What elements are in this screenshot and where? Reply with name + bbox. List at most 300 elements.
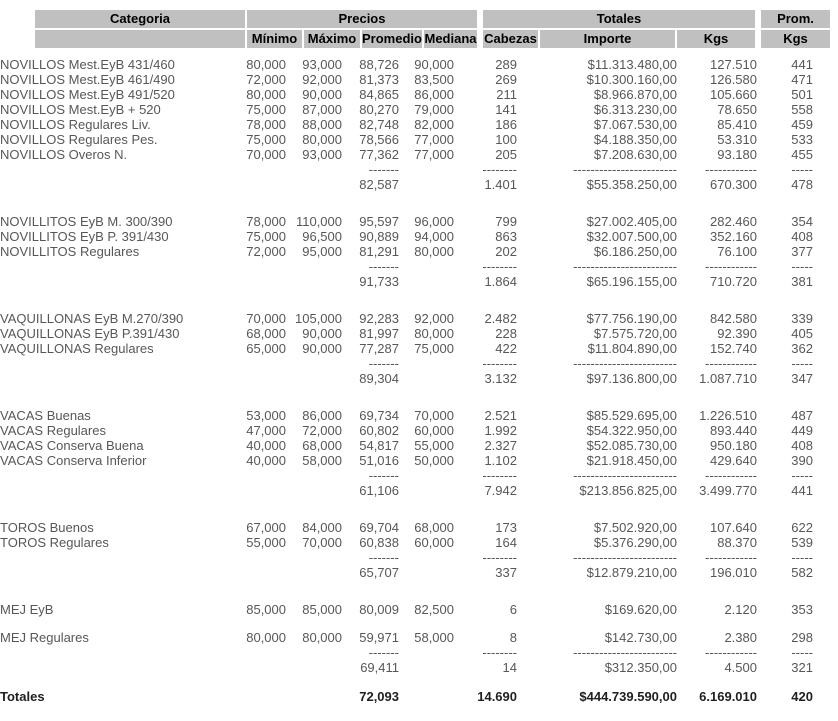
minimo-cell: 78,000 — [246, 117, 286, 132]
cabezas-cell: 1.102 — [484, 453, 517, 468]
subtotal-row — [0, 371, 838, 386]
cabezas-dashes: -------- — [482, 468, 517, 483]
maximo-cell: 68,000 — [302, 438, 342, 453]
mediana-cell: 92,000 — [414, 311, 454, 326]
mediana-cell: 82,000 — [414, 117, 454, 132]
header-mediana: Mediana — [424, 31, 477, 46]
separator-row — [0, 356, 838, 371]
kgs-cell: 76.100 — [717, 244, 757, 259]
table-row — [0, 87, 838, 102]
mediana-cell: 90,000 — [414, 57, 454, 72]
prom-kgs-cell: 362 — [791, 341, 813, 356]
importe-dashes: ------------------------ — [573, 645, 677, 660]
table-row — [0, 132, 838, 147]
mediana-cell: 86,000 — [414, 87, 454, 102]
mediana-cell: 77,000 — [414, 147, 454, 162]
kgs-cell: 352.160 — [710, 229, 757, 244]
prom-kgs-cell: 298 — [791, 630, 813, 645]
importe-cell: $32.007.500,00 — [586, 229, 677, 244]
mediana-cell: 70,000 — [414, 408, 454, 423]
group-spacer — [0, 289, 838, 311]
kgs-cell: 1.226.510 — [699, 408, 757, 423]
promedio-cell: 69,734 — [359, 408, 399, 423]
prom-kgs-subtotal: 441 — [791, 483, 813, 498]
prom-kgs-total: 420 — [791, 689, 813, 704]
importe-cell: $169.620,00 — [604, 602, 677, 617]
prom-kgs-dashes: ----- — [791, 645, 813, 660]
header-prom-kgs: Kgs — [761, 30, 830, 48]
prom-kgs-cell: 408 — [791, 229, 813, 244]
cabezas-cell: 186 — [495, 117, 517, 132]
promedio-cell: 77,362 — [359, 147, 399, 162]
table-row — [0, 602, 838, 617]
kgs-cell: 88.370 — [717, 535, 757, 550]
prom-kgs-cell: 455 — [791, 147, 813, 162]
promedio-cell: 92,283 — [359, 311, 399, 326]
importe-cell: $11.804.890,00 — [587, 341, 677, 356]
cabezas-subtotal: 1.401 — [484, 177, 517, 192]
group-spacer — [0, 498, 838, 520]
kgs-cell: 92.390 — [717, 326, 757, 341]
table-row — [0, 244, 838, 259]
prom-kgs-cell: 471 — [791, 72, 813, 87]
prom-kgs-dashes: ----- — [791, 550, 813, 565]
prom-kgs-cell: 533 — [791, 132, 813, 147]
minimo-cell: 75,000 — [246, 229, 286, 244]
importe-cell: $142.730,00 — [604, 630, 677, 645]
maximo-cell: 90,000 — [302, 326, 342, 341]
kgs-dashes: ------------ — [705, 468, 757, 483]
kgs-subtotal: 3.499.770 — [699, 483, 757, 498]
cabezas-cell: 205 — [495, 147, 517, 162]
header-prom: Prom. — [761, 10, 830, 28]
minimo-cell: 75,000 — [246, 132, 286, 147]
promedio-cell: 80,009 — [359, 602, 399, 617]
cabezas-cell: 289 — [495, 57, 517, 72]
importe-cell: $6.313.230,00 — [593, 102, 677, 117]
importe-cell: $11.313.480,00 — [587, 57, 677, 72]
maximo-cell: 93,000 — [302, 147, 342, 162]
minimo-cell: 80,000 — [246, 57, 286, 72]
importe-cell: $7.067.530,00 — [593, 117, 677, 132]
importe-cell: $21.918.450,00 — [586, 453, 677, 468]
maximo-cell: 86,000 — [302, 408, 342, 423]
minimo-cell: 70,000 — [246, 311, 286, 326]
header-maximo: Máximo — [304, 30, 360, 48]
cabezas-cell: 211 — [496, 87, 517, 102]
minimo-cell: 40,000 — [246, 453, 286, 468]
kgs-subtotal: 4.500 — [724, 660, 757, 675]
cabezas-cell: 228 — [495, 326, 517, 341]
promedio-cell: 60,838 — [359, 535, 399, 550]
separator-row — [0, 645, 838, 660]
prom-kgs-cell: 539 — [791, 535, 813, 550]
maximo-cell: 72,000 — [302, 423, 342, 438]
maximo-cell: 84,000 — [302, 520, 342, 535]
cabezas-cell: 799 — [495, 214, 517, 229]
prom-kgs-cell: 449 — [791, 423, 813, 438]
minimo-cell: 40,000 — [246, 438, 286, 453]
kgs-cell: 152.740 — [710, 341, 757, 356]
categoria-cell: VACAS Regulares — [0, 423, 106, 438]
prom-kgs-cell: 622 — [791, 520, 813, 535]
importe-cell: $6.186.250,00 — [593, 244, 677, 259]
table-row — [0, 229, 838, 244]
table-row — [0, 453, 838, 468]
subtotal-row — [0, 565, 838, 580]
kgs-cell: 842.580 — [710, 311, 757, 326]
maximo-cell: 96,500 — [302, 229, 342, 244]
maximo-cell: 80,000 — [302, 630, 342, 645]
subtotal-row — [0, 177, 838, 192]
maximo-cell: 70,000 — [302, 535, 342, 550]
table-row — [0, 438, 838, 453]
kgs-cell: 126.580 — [710, 72, 757, 87]
promedio-subtotal: 65,707 — [359, 565, 399, 580]
table-row — [0, 535, 838, 550]
categoria-cell: TOROS Buenos — [0, 520, 94, 535]
price-table — [0, 57, 838, 704]
maximo-cell: 95,000 — [302, 244, 342, 259]
maximo-cell: 93,000 — [302, 57, 342, 72]
cabezas-cell: 202 — [495, 244, 517, 259]
cabezas-cell: 2.327 — [484, 438, 517, 453]
cabezas-cell: 173 — [495, 520, 517, 535]
importe-cell: $77.756.190,00 — [586, 311, 677, 326]
prom-kgs-subtotal: 347 — [791, 371, 813, 386]
promedio-cell: 54,817 — [359, 438, 399, 453]
header-categoria: Categoria — [35, 10, 245, 28]
importe-subtotal: $65.196.155,00 — [586, 274, 677, 289]
categoria-cell: VACAS Conserva Inferior — [0, 453, 147, 468]
prom-kgs-cell: 390 — [791, 453, 813, 468]
importe-dashes: ------------------------ — [573, 550, 677, 565]
minimo-cell: 72,000 — [246, 244, 286, 259]
minimo-cell: 72,000 — [246, 72, 286, 87]
prom-kgs-cell: 501 — [791, 87, 813, 102]
categoria-cell: VAQUILLONAS Regulares — [0, 341, 154, 356]
group-spacer — [0, 386, 838, 408]
categoria-cell: NOVILLOS Mest.EyB + 520 — [0, 102, 161, 117]
importe-dashes: ------------------------ — [573, 162, 677, 177]
table-row — [0, 147, 838, 162]
row-spacer — [0, 617, 838, 630]
kgs-subtotal: 1.087.710 — [699, 371, 757, 386]
minimo-cell: 47,000 — [246, 423, 286, 438]
promedio-subtotal: 89,304 — [359, 371, 399, 386]
importe-cell: $27.002.405,00 — [586, 214, 677, 229]
table-row — [0, 408, 838, 423]
promedio-subtotal: 61,106 — [359, 483, 399, 498]
cabezas-cell: 2.521 — [484, 408, 517, 423]
promedio-cell: 84,865 — [359, 87, 399, 102]
promedio-cell: 81,291 — [359, 244, 399, 259]
maximo-cell: 85,000 — [302, 602, 342, 617]
subtotal-row — [0, 483, 838, 498]
maximo-cell: 88,000 — [302, 117, 342, 132]
cabezas-cell: 141 — [495, 102, 517, 117]
cabezas-cell: 422 — [495, 341, 517, 356]
table-row — [0, 341, 838, 356]
promedio-cell: 60,802 — [359, 423, 399, 438]
categoria-cell: NOVILLOS Overos N. — [0, 147, 128, 162]
categoria-cell: NOVILLOS Mest.EyB 491/520 — [0, 87, 175, 102]
cabezas-dashes: -------- — [482, 645, 517, 660]
promedio-cell: 78,566 — [359, 132, 399, 147]
maximo-cell: 90,000 — [302, 87, 342, 102]
table-row — [0, 117, 838, 132]
kgs-subtotal: 710.720 — [710, 274, 757, 289]
importe-cell: $85.529.695,00 — [586, 408, 677, 423]
promedio-cell: 80,270 — [359, 102, 399, 117]
categoria-cell: TOROS Regulares — [0, 535, 109, 550]
importe-cell: $4.188.350,00 — [593, 132, 677, 147]
minimo-cell: 78,000 — [246, 214, 286, 229]
importe-subtotal: $12.879.210,00 — [586, 565, 677, 580]
kgs-cell: 85.410 — [717, 117, 757, 132]
importe-cell: $54.322.950,00 — [586, 423, 677, 438]
prom-kgs-cell: 459 — [791, 117, 813, 132]
minimo-cell: 68,000 — [246, 326, 286, 341]
maximo-cell: 58,000 — [302, 453, 342, 468]
prom-kgs-dashes: ----- — [791, 162, 813, 177]
mediana-cell: 80,000 — [414, 244, 454, 259]
categoria-cell: NOVILLOS Mest.EyB 461/490 — [0, 72, 175, 87]
prom-kgs-cell: 558 — [791, 102, 813, 117]
kgs-cell: 2.380 — [724, 630, 757, 645]
promedio-dashes: ------- — [368, 259, 399, 274]
prom-kgs-cell: 354 — [791, 214, 813, 229]
separator-row — [0, 468, 838, 483]
mediana-cell: 50,000 — [414, 453, 454, 468]
header-minimo: Mínimo — [247, 30, 302, 48]
prom-kgs-cell: 408 — [791, 438, 813, 453]
kgs-cell: 429.640 — [710, 453, 757, 468]
cabezas-subtotal: 14 — [502, 660, 517, 675]
minimo-cell: 53,000 — [246, 408, 286, 423]
cabezas-cell: 164 — [495, 535, 517, 550]
importe-cell: $52.085.730,00 — [586, 438, 677, 453]
header-totales: Totales — [483, 10, 755, 28]
promedio-cell: 95,597 — [359, 214, 399, 229]
kgs-cell: 53.310 — [717, 132, 757, 147]
importe-subtotal: $97.136.800,00 — [586, 371, 677, 386]
header-cabezas: Cabezas — [484, 31, 537, 46]
importe-cell: $10.300.160,00 — [586, 72, 677, 87]
importe-cell: $8.966.870,00 — [593, 87, 677, 102]
kgs-dashes: ------------ — [705, 162, 757, 177]
header-precios: Precios — [247, 10, 477, 28]
importe-cell: $7.575.720,00 — [593, 326, 677, 341]
cabezas-dashes: -------- — [482, 550, 517, 565]
table-row — [0, 72, 838, 87]
pre-totals-spacer — [0, 675, 838, 689]
mediana-cell: 79,000 — [414, 102, 454, 117]
mediana-cell: 77,000 — [414, 132, 454, 147]
separator-row — [0, 162, 838, 177]
kgs-cell: 93.180 — [717, 147, 757, 162]
categoria-cell: MEJ EyB — [0, 602, 54, 617]
promedio-cell: 81,997 — [359, 326, 399, 341]
promedio-dashes: ------- — [368, 550, 399, 565]
promedio-cell: 88,726 — [359, 57, 399, 72]
group-spacer — [0, 192, 838, 214]
minimo-cell: 85,000 — [246, 602, 286, 617]
table-row — [0, 311, 838, 326]
mediana-cell: 83,500 — [414, 72, 454, 87]
cabezas-cell: 863 — [495, 229, 517, 244]
prom-kgs-dashes: ----- — [791, 356, 813, 371]
categoria-cell: VAQUILLONAS EyB P.391/430 — [0, 326, 180, 341]
maximo-cell: 110,000 — [295, 214, 342, 229]
promedio-cell: 51,016 — [359, 453, 399, 468]
importe-cell: $7.208.630,00 — [593, 147, 677, 162]
prom-kgs-cell: 353 — [791, 602, 813, 617]
promedio-cell: 59,971 — [359, 630, 399, 645]
cabezas-subtotal: 3.132 — [484, 371, 517, 386]
group-spacer — [0, 580, 838, 602]
minimo-cell: 55,000 — [246, 535, 286, 550]
kgs-cell: 282.460 — [710, 214, 757, 229]
mediana-cell: 75,000 — [414, 341, 454, 356]
minimo-cell: 70,000 — [246, 147, 286, 162]
prom-kgs-subtotal: 582 — [791, 565, 813, 580]
promedio-total: 72,093 — [359, 689, 399, 704]
cabezas-subtotal: 7.942 — [484, 483, 517, 498]
cabezas-dashes: -------- — [482, 356, 517, 371]
kgs-cell: 950.180 — [710, 438, 757, 453]
minimo-cell: 67,000 — [246, 520, 286, 535]
subtotal-row — [0, 660, 838, 675]
kgs-cell: 105.660 — [710, 87, 757, 102]
promedio-dashes: ------- — [368, 162, 399, 177]
promedio-cell: 77,287 — [359, 341, 399, 356]
importe-dashes: ------------------------ — [573, 356, 677, 371]
cabezas-subtotal: 1.864 — [484, 274, 517, 289]
prom-kgs-dashes: ----- — [791, 468, 813, 483]
mediana-cell: 68,000 — [414, 520, 454, 535]
cabezas-cell: 6 — [509, 602, 517, 617]
cabezas-dashes: -------- — [482, 259, 517, 274]
importe-subtotal: $312.350,00 — [604, 660, 677, 675]
promedio-subtotal: 91,733 — [359, 274, 399, 289]
separator-row — [0, 259, 838, 274]
cabezas-cell: 8 — [509, 630, 517, 645]
mediana-cell: 60,000 — [414, 423, 454, 438]
importe-dashes: ------------------------ — [573, 468, 677, 483]
promedio-dashes: ------- — [368, 645, 399, 660]
maximo-cell: 105,000 — [295, 311, 342, 326]
prom-kgs-cell: 405 — [791, 326, 813, 341]
cabezas-cell: 2.482 — [484, 311, 517, 326]
categoria-cell: VACAS Conserva Buena — [0, 438, 144, 453]
prom-kgs-subtotal: 321 — [791, 660, 813, 675]
table-row — [0, 520, 838, 535]
mediana-cell: 60,000 — [414, 535, 454, 550]
cabezas-subtotal: 337 — [495, 565, 517, 580]
mediana-cell: 82,500 — [414, 602, 454, 617]
totals-label: Totales — [0, 689, 45, 704]
table-row — [0, 326, 838, 341]
prom-kgs-cell: 339 — [791, 311, 813, 326]
totals-row — [0, 689, 838, 704]
table-row — [0, 214, 838, 229]
kgs-cell: 893.440 — [710, 423, 757, 438]
prom-kgs-cell: 377 — [791, 244, 813, 259]
minimo-cell: 75,000 — [246, 102, 286, 117]
table-row — [0, 423, 838, 438]
kgs-cell: 127.510 — [710, 57, 757, 72]
prom-kgs-dashes: ----- — [791, 259, 813, 274]
categoria-cell: NOVILLITOS Regulares — [0, 244, 140, 259]
prom-kgs-cell: 441 — [791, 57, 813, 72]
categoria-cell: NOVILLOS Regulares Pes. — [0, 132, 158, 147]
promedio-subtotal: 69,411 — [360, 660, 399, 675]
cabezas-cell: 100 — [495, 132, 517, 147]
kgs-dashes: ------------ — [705, 550, 757, 565]
importe-cell: $7.502.920,00 — [593, 520, 677, 535]
promedio-cell: 82,748 — [359, 117, 399, 132]
cabezas-cell: 269 — [495, 72, 517, 87]
categoria-cell: MEJ Regulares — [0, 630, 89, 645]
importe-dashes: ------------------------ — [573, 259, 677, 274]
importe-cell: $5.376.290,00 — [593, 535, 677, 550]
kgs-subtotal: 670.300 — [710, 177, 757, 192]
mediana-cell: 96,000 — [414, 214, 454, 229]
categoria-cell: NOVILLOS Mest.EyB 431/460 — [0, 57, 175, 72]
cabezas-cell: 1.992 — [484, 423, 517, 438]
categoria-cell: NOVILLITOS EyB P. 391/430 — [0, 229, 169, 244]
kgs-cell: 78.650 — [717, 102, 757, 117]
kgs-total: 6.169.010 — [699, 689, 757, 704]
kgs-cell: 2.120 — [724, 602, 757, 617]
importe-subtotal: $213.856.825,00 — [579, 483, 677, 498]
maximo-cell: 90,000 — [302, 341, 342, 356]
kgs-cell: 107.640 — [710, 520, 757, 535]
categoria-cell: NOVILLOS Regulares Liv. — [0, 117, 151, 132]
promedio-subtotal: 82,587 — [359, 177, 399, 192]
header-importe: Importe — [540, 30, 675, 48]
separator-row — [0, 550, 838, 565]
importe-total: $444.739.590,00 — [579, 689, 677, 704]
promedio-cell: 69,704 — [359, 520, 399, 535]
minimo-cell: 80,000 — [246, 630, 286, 645]
table-row — [0, 57, 838, 72]
minimo-cell: 65,000 — [246, 341, 286, 356]
table-row — [0, 102, 838, 117]
promedio-cell: 90,889 — [359, 229, 399, 244]
maximo-cell: 92,000 — [302, 72, 342, 87]
subtotal-row — [0, 274, 838, 289]
prom-kgs-subtotal: 478 — [791, 177, 813, 192]
prom-kgs-subtotal: 381 — [791, 274, 813, 289]
categoria-cell: VAQUILLONAS EyB M.270/390 — [0, 311, 184, 326]
prom-kgs-cell: 487 — [791, 408, 813, 423]
categoria-cell: NOVILLITOS EyB M. 300/390 — [0, 214, 173, 229]
mediana-cell: 55,000 — [414, 438, 454, 453]
maximo-cell: 80,000 — [302, 132, 342, 147]
cabezas-total: 14.690 — [477, 689, 517, 704]
maximo-cell: 87,000 — [302, 102, 342, 117]
promedio-dashes: ------- — [368, 356, 399, 371]
kgs-dashes: ------------ — [705, 356, 757, 371]
kgs-dashes: ------------ — [705, 645, 757, 660]
kgs-dashes: ------------ — [705, 259, 757, 274]
mediana-cell: 94,000 — [414, 229, 454, 244]
header-promedio: Promedio — [362, 31, 422, 46]
header-categoria-blank — [35, 30, 245, 48]
table-row — [0, 630, 838, 645]
